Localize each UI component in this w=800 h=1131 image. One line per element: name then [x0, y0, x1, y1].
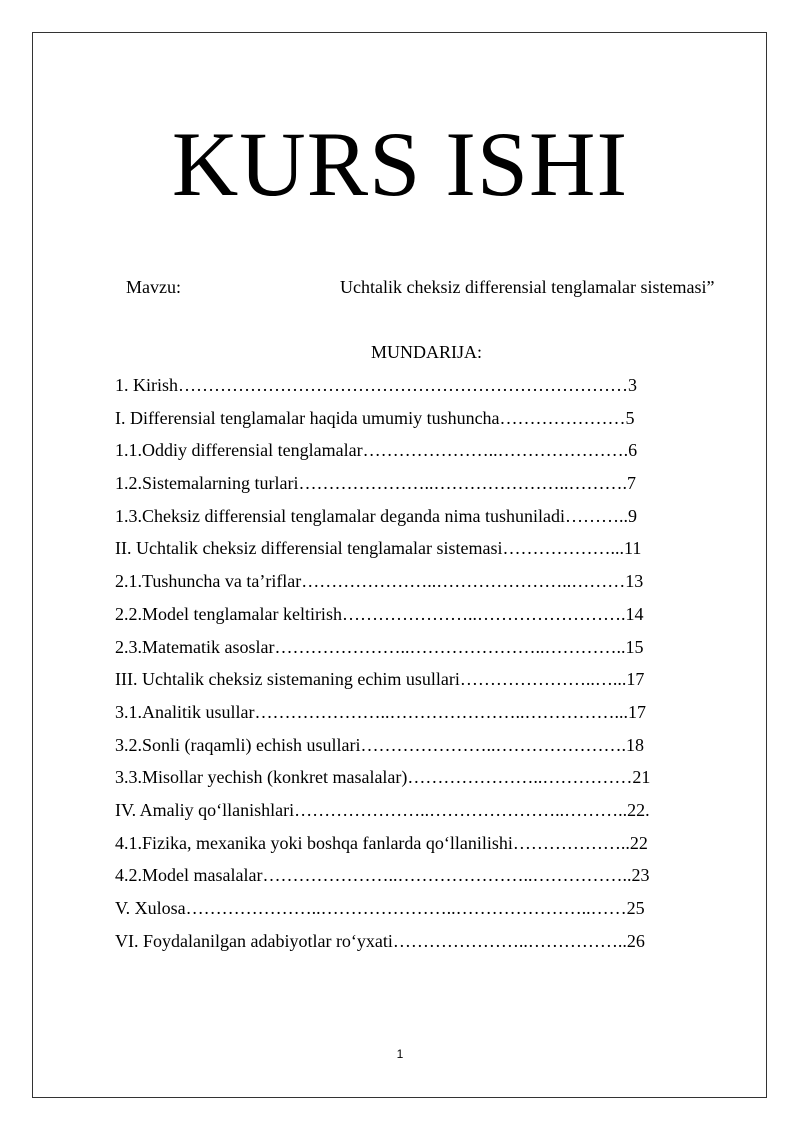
table-of-contents	[115, 374, 650, 962]
toc-item: 3.2.Sonli (raqamli) echish usullari…………………..………………….18	[115, 734, 644, 755]
page-number: 1	[396, 1047, 404, 1061]
toc-item: IV. Amaliy qo‘llanishlari…………………..…………………..………..22.	[115, 799, 650, 820]
toc-item: VI. Foydalanilgan adabiyotlar ro‘yxati…………………..……………..26	[115, 930, 645, 951]
topic-value: Uchtalik cheksiz differensial tenglamalar sistemasi”	[340, 277, 715, 297]
toc-item: 3.3.Misollar yechish (konkret masalalar)…………………..……………21	[115, 767, 651, 788]
toc-item: 2.3.Matematik asoslar…………………..…………………..…………..15	[115, 636, 644, 657]
toc-item: 1. Kirish…………………………………………………………………3	[115, 375, 637, 395]
toc-heading: MUNDARIJA:	[371, 342, 483, 362]
toc-item: 1.1.Oddiy differensial tenglamalar…………………..………………….6	[115, 440, 638, 461]
document-title: KURS ISHI	[171, 113, 629, 215]
toc-item: 3.1.Analitik usullar…………………..…………………..……………...17	[115, 701, 646, 722]
topic-label: Mavzu:	[126, 277, 181, 297]
toc-item: V. Xulosa…………………..…………………..…………………..……25	[115, 898, 645, 918]
toc-item: 4.2.Model masalalar…………………..…………………..……………..23	[115, 865, 650, 886]
toc-item: III. Uchtalik cheksiz sistemaning echim usullari…………………..…...17	[115, 669, 645, 690]
toc-item: II. Uchtalik cheksiz differensial tenglamalar sistemasi………………...11	[115, 538, 642, 559]
toc-item: 1.3.Cheksiz differensial tenglamalar deganda nima tushuniladi………..9	[115, 505, 638, 526]
toc-item: 2.1.Tushuncha va ta’riflar…………………..…………………..………13	[115, 571, 644, 592]
toc-item: I. Differensial tenglamalar haqida umumiy tushuncha…………………5	[115, 407, 635, 428]
toc-item: 1.2.Sistemalarning turlari…………………..…………………..……….7	[115, 473, 636, 494]
toc-item: 4.1.Fizika, mexanika yoki boshqa fanlarda qo‘llanilishi………………..22	[115, 832, 648, 853]
toc-item: 2.2.Model tenglamalar keltirish…………………..…………………….14	[115, 603, 644, 624]
